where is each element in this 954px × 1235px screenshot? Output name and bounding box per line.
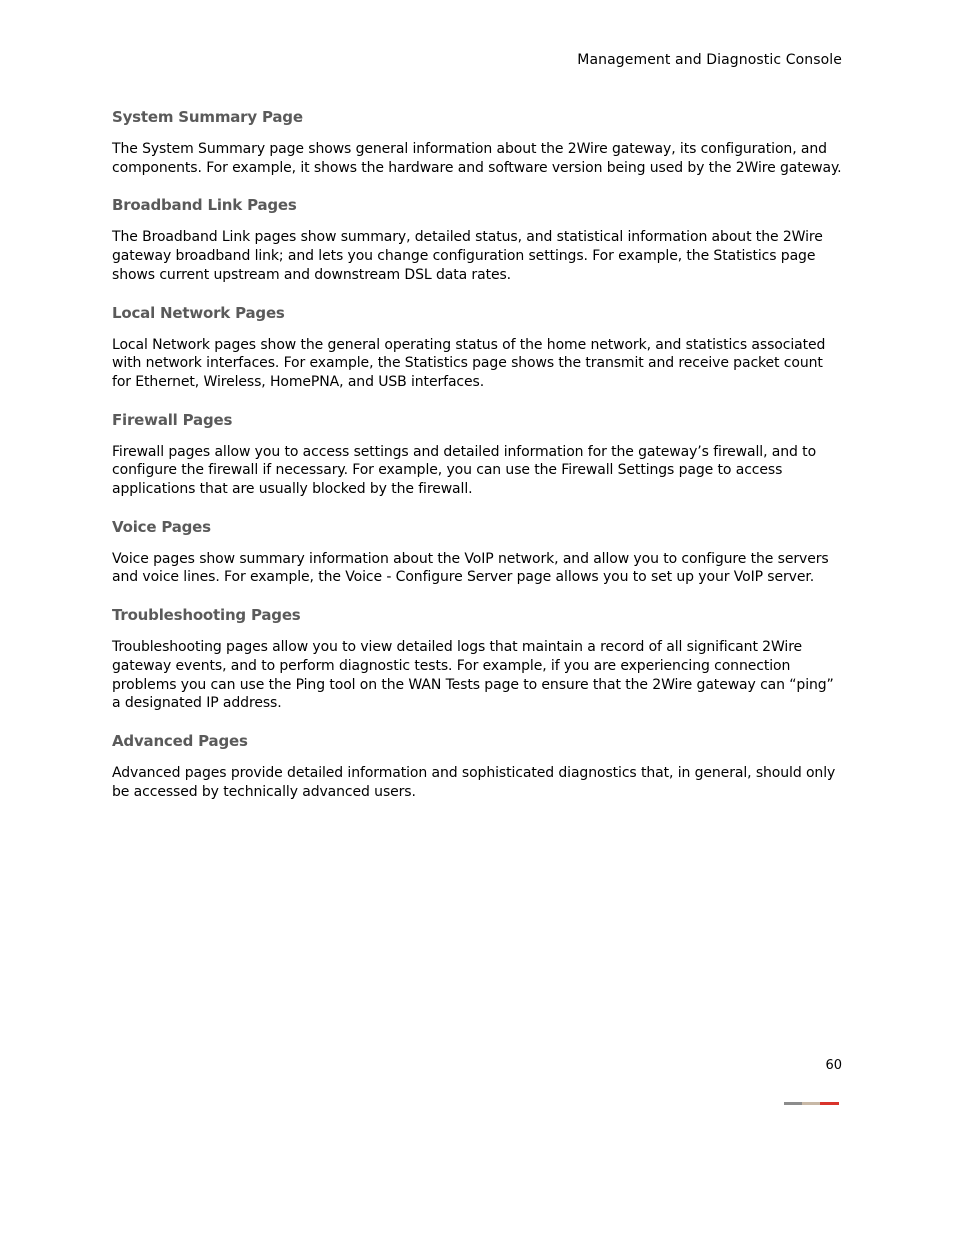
section-body: The System Summary page shows general information about the 2Wire gateway, its configuration, and components. For example, it shows the hardware and software version being used by the 2Wire gateway. — [112, 141, 842, 176]
section-title: Firewall Pages — [112, 410, 233, 429]
section-body: Voice pages show summary information about the VoIP network, and allow you to configure the servers and voice lines. For example, the Voice - Configure Server page allows you to set up your VoIP server. — [112, 550, 829, 586]
section-title: Troubleshooting Pages — [112, 606, 301, 625]
footer-bar-segment-red — [820, 1102, 839, 1105]
page-number: 60 — [825, 1058, 842, 1073]
section-advanced — [112, 731, 844, 801]
section-body: Troubleshooting pages allow you to view detailed logs that maintain a record of all significant 2Wire gateway events, and to perform diagnostic tests. For example, if you are experiencing connection problems you can use the Ping tool on the WAN Tests page to ensure that the 2Wire gateway can “ping” a designated IP address. — [112, 639, 834, 712]
section-title: Advanced Pages — [112, 731, 248, 750]
section-system-summary — [112, 107, 844, 177]
section-broadband-link — [112, 195, 844, 284]
page-header-title: Management and Diagnostic Console — [577, 52, 842, 68]
section-title: Broadband Link Pages — [112, 196, 297, 215]
section-firewall — [112, 410, 844, 499]
section-troubleshooting — [112, 605, 844, 713]
section-body: Advanced pages provide detailed information and sophisticated diagnostics that, in general, should only be accessed by technically advanced users. — [112, 764, 836, 800]
section-body: Local Network pages show the general operating status of the home network, and statistics associated with network interfaces. For example, the Statistics page shows the transmit and receive packet count for Ethernet, Wireless, HomePNA, and USB interfaces. — [112, 336, 826, 390]
footer-color-bar — [784, 1102, 839, 1105]
section-body: Firewall pages allow you to access settings and detailed information for the gateway’s firewall, and to configure the firewall if necessary. For example, you can use the Firewall Settings page to access applications that are usually blocked by the firewall. — [112, 443, 817, 498]
footer-bar-segment-gray — [784, 1102, 802, 1105]
section-title: System Summary Page — [112, 108, 303, 126]
footer-bar-segment-tan — [802, 1102, 820, 1105]
section-body: The Broadband Link pages show summary, detailed status, and statistical information about the 2Wire gateway broadband link; and lets you change configuration settings. For example, the Statistics page shows current upstream and downstream DSL data rates. — [112, 229, 823, 283]
section-title: Voice Pages — [112, 517, 211, 536]
document-body — [112, 107, 844, 819]
section-local-network — [112, 303, 844, 392]
section-title: Local Network Pages — [112, 303, 285, 322]
section-voice — [112, 517, 844, 587]
